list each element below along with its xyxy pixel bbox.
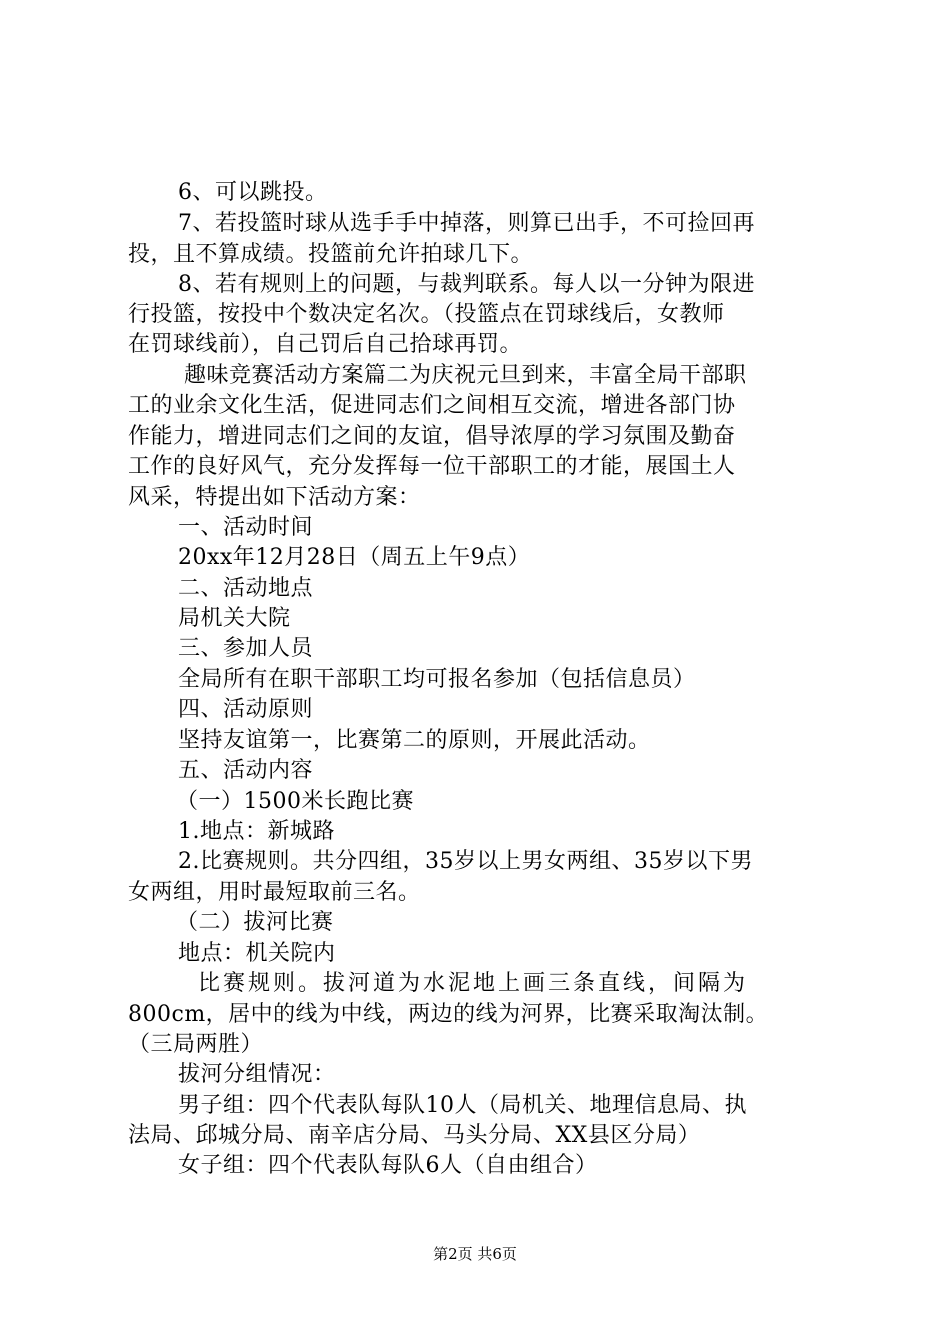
text-line-32: 法局、邱城分局、南辛店分局、马头分局、XX县区分局） — [128, 1123, 701, 1148]
text-line-29: （三局两胜） — [128, 1032, 264, 1057]
text-line-17: 全局所有在职干部职工均可报名参加（包括信息员） — [178, 667, 696, 692]
text-line-9: 作能力，增进同志们之间的友谊，倡导浓厚的学习氛围及勤奋 — [128, 424, 736, 449]
text-line-16: 三、参加人员 — [178, 636, 314, 661]
text-line-33: 女子组：四个代表队每队6人（自由组合） — [178, 1153, 598, 1178]
text-line-24: 女两组，用时最短取前三名。 — [128, 880, 421, 905]
text-line-25: （二）拔河比赛 — [176, 910, 334, 935]
text-line-26: 地点：机关院内 — [178, 941, 336, 966]
text-line-18: 四、活动原则 — [178, 697, 314, 722]
text-line-11: 风采，特提出如下活动方案： — [128, 485, 421, 510]
text-line-20: 五、活动内容 — [178, 758, 314, 783]
text-line-2: 7、若投篮时球从选手手中掉落，则算已出手，不可捡回再 — [178, 211, 755, 236]
text-line-10: 工作的良好风气，充分发挥每一位干部职工的才能，展国土人 — [128, 454, 736, 479]
text-line-15: 局机关大院 — [178, 606, 291, 631]
text-line-12: 一、活动时间 — [178, 515, 314, 540]
text-line-3: 投，且不算成绩。投篮前允许拍球几下。 — [128, 242, 534, 267]
text-line-30: 拔河分组情况： — [178, 1062, 336, 1087]
text-line-5: 行投篮，按投中个数决定名次。（投篮点在罚球线后，女教师 — [128, 302, 725, 327]
page-footer: 第2页 共6页 — [433, 1245, 517, 1263]
text-line-4: 8、若有规则上的问题，与裁判联系。每人以一分钟为限进 — [178, 272, 755, 297]
text-line-1: 6、可以跳投。 — [178, 180, 328, 205]
text-line-28: 800cm，居中的线为中线，两边的线为河界，比赛采取淘汰制。 — [128, 1002, 769, 1027]
text-line-8: 工的业余文化生活，促进同志们之间相互交流，增进各部门协 — [128, 393, 736, 418]
text-line-21: （一）1500米长跑比赛 — [176, 789, 414, 814]
text-line-19: 坚持友谊第一，比赛第二的原则，开展此活动。 — [178, 728, 651, 753]
text-line-6: 在罚球线前），自己罚后自己拾球再罚。 — [128, 332, 523, 357]
text-line-22: 1.地点：新城路 — [178, 819, 335, 844]
text-line-7: 趣味竞赛活动方案篇二为庆祝元旦到来，丰富全局干部职 — [184, 363, 747, 388]
text-line-14: 二、活动地点 — [178, 576, 314, 601]
text-line-23: 2.比赛规则。共分四组，35岁以上男女两组、35岁以下男 — [178, 849, 753, 874]
text-line-13: 20xx年12月28日（周五上午9点） — [178, 545, 531, 570]
text-line-27: 比赛规则。拔河道为水泥地上画三条直线，间隔为 — [198, 971, 749, 996]
text-line-31: 男子组：四个代表队每队10人（局机关、地理信息局、执 — [178, 1093, 747, 1118]
